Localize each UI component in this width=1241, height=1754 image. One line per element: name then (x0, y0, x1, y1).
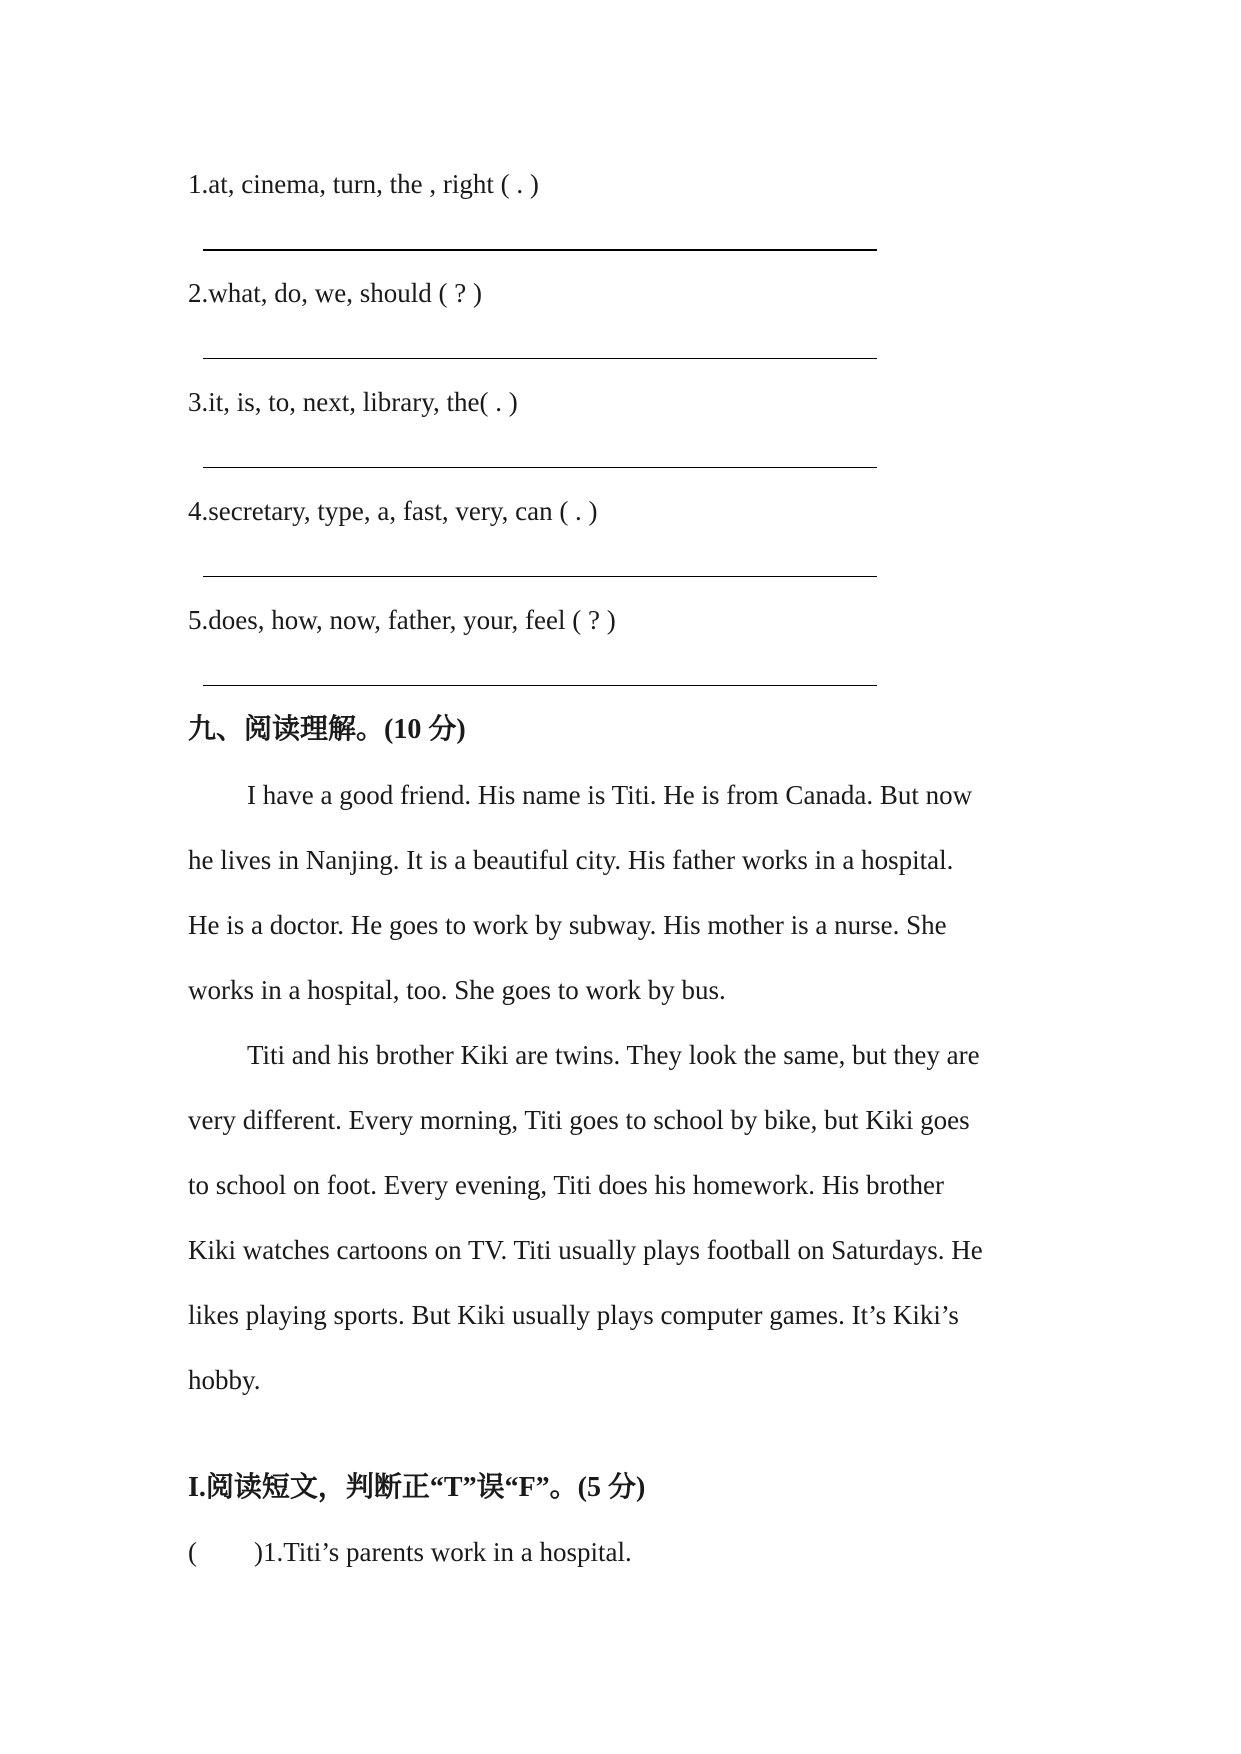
answer-line-2[interactable] (203, 358, 877, 359)
reading-section-heading: 九、阅读理解。(10 分) (188, 714, 466, 745)
passage-line: to school on foot. Every evening, Titi does his homework. His brother (188, 1170, 944, 1200)
answer-line-5[interactable] (203, 685, 877, 686)
answer-line-3[interactable] (203, 467, 877, 468)
passage-line: works in a hospital, too. She goes to work by bus. (188, 975, 726, 1005)
reorder-question-2: 2.what, do, we, should ( ? ) (188, 278, 482, 308)
passage-line: hobby. (188, 1365, 261, 1395)
passage-line: Titi and his brother Kiki are twins. They look the same, but they are (247, 1040, 980, 1070)
true-false-item-1 (188, 1535, 632, 1569)
answer-line-1[interactable] (203, 249, 877, 251)
reorder-question-5: 5.does, how, now, father, your, feel ( ? ) (188, 605, 616, 635)
passage-line: he lives in Nanjing. It is a beautiful city. His father works in a hospital. (188, 845, 954, 875)
passage-line: likes playing sports. But Kiki usually plays computer games. It’s Kiki’s (188, 1300, 959, 1330)
answer-blank[interactable]: ( (188, 1537, 197, 1567)
passage-line: very different. Every morning, Titi goes to school by bike, but Kiki goes (188, 1105, 970, 1135)
passage-line: Kiki watches cartoons on TV. Titi usually plays football on Saturdays. He (188, 1235, 983, 1265)
reorder-question-3: 3.it, is, to, next, library, the( . ) (188, 387, 518, 417)
true-false-heading: I.阅读短文，判断正“T”误“F”。(5 分) (188, 1472, 646, 1503)
passage-line: He is a doctor. He goes to work by subway. His mother is a nurse. She (188, 910, 947, 940)
answer-line-4[interactable] (203, 576, 877, 577)
true-false-statement: )1.Titi’s parents work in a hospital. (254, 1537, 632, 1567)
reorder-question-1: 1.at, cinema, turn, the , right ( . ) (188, 169, 539, 199)
passage-line: I have a good friend. His name is Titi. He is from Canada. But now (247, 780, 973, 810)
reorder-question-4: 4.secretary, type, a, fast, very, can ( . ) (188, 496, 598, 526)
